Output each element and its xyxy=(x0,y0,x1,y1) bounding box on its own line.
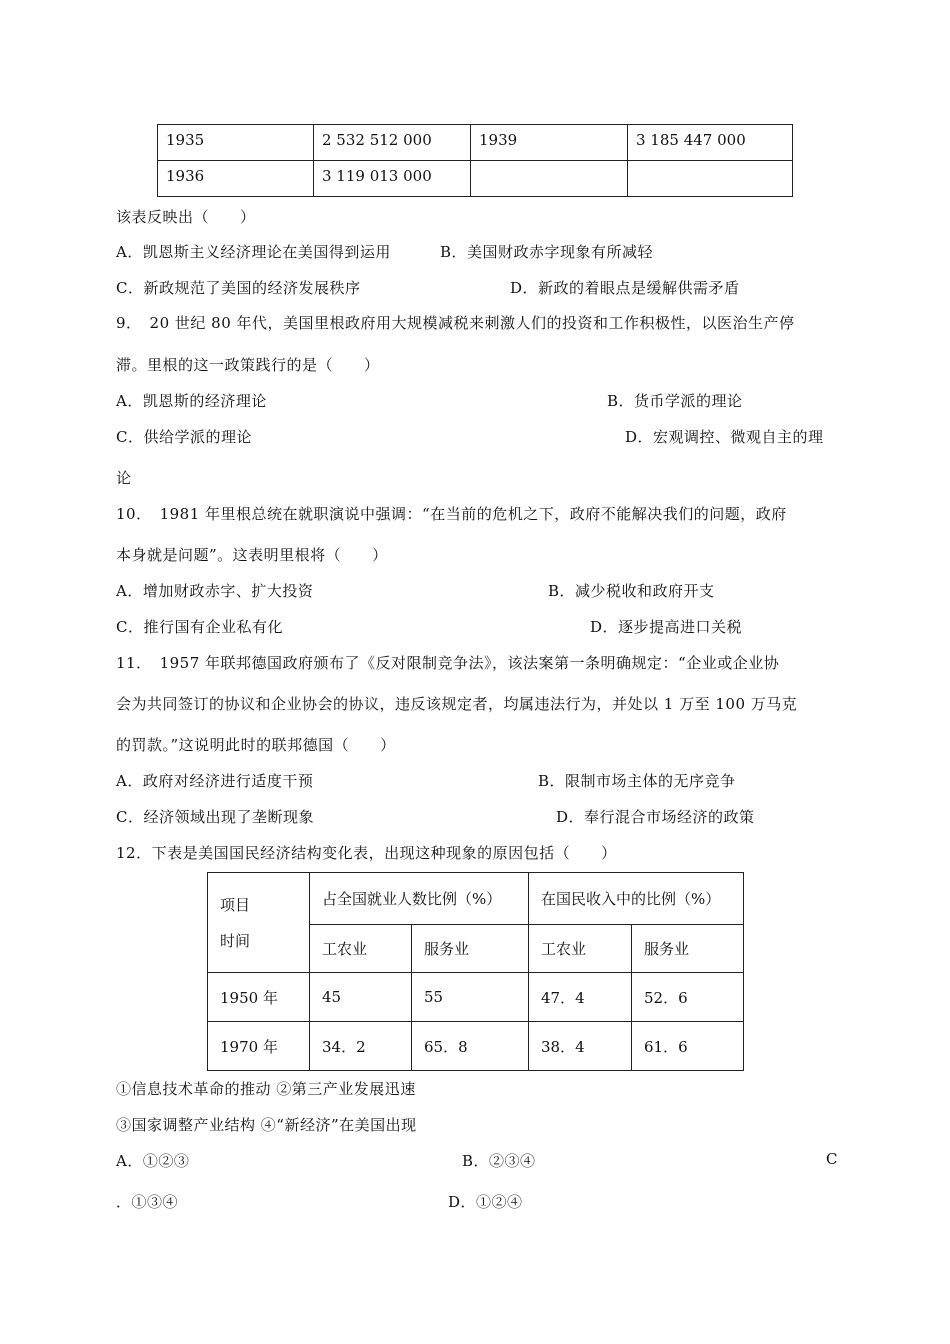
q8-option-c: C．新政规范了美国的经济发展秩序 xyxy=(116,279,361,297)
table-cell: 34．2 xyxy=(310,1022,412,1071)
q8-stem: 该表反映出（ ） xyxy=(116,208,256,226)
table-subheader: 工农业 xyxy=(310,925,412,973)
q12-option-c-letter: C xyxy=(826,1150,838,1168)
table-cell: 1936 xyxy=(158,161,314,197)
table-subheader: 服务业 xyxy=(412,925,529,973)
corner-label-item: 项目 xyxy=(220,896,251,914)
q11-stem-line3: 的罚款。”这说明此时的联邦德国（ ） xyxy=(116,736,396,754)
table-corner-header xyxy=(208,873,310,973)
q11-option-c: C．经济领域出现了垄断现象 xyxy=(116,808,314,826)
q11-stem-line2: 会为共同签订的协议和企业协会的协议，违反该规定者，均属违法行为，并处以 1 万至 100 万马克 xyxy=(116,695,798,713)
q9-stem-line1: 9． 20 世纪 80 年代，美国里根政府用大规模减税来刺激人们的投资和工作积极性，以医治生产停 xyxy=(116,314,795,332)
q12-option-c: ．①③④ xyxy=(116,1193,179,1211)
table-cell: 1939 xyxy=(471,125,628,161)
table-cell: 61．6 xyxy=(632,1022,744,1071)
q10-option-d: D．逐步提高进口关税 xyxy=(590,618,743,636)
q9-option-d: D．宏观调控、微观自主的理 xyxy=(625,428,824,446)
q12-statements-line2: ③国家调整产业结构 ④“新经济”在美国出现 xyxy=(116,1116,417,1134)
corner-label-time: 时间 xyxy=(220,932,251,950)
table-cell: 1970 年 xyxy=(208,1022,310,1071)
table-subheader: 服务业 xyxy=(632,925,744,973)
q10-option-b: B．减少税收和政府开支 xyxy=(548,582,715,600)
q10-stem-line2: 本身就是问题”。这表明里根将（ ） xyxy=(116,546,388,564)
q9-option-c: C．供给学派的理论 xyxy=(116,428,252,446)
table-cell: 52．6 xyxy=(632,973,744,1022)
table-cell: 45 xyxy=(310,973,412,1022)
q9-option-a: A．凯恩斯的经济理论 xyxy=(116,392,267,410)
table-cell: 47．4 xyxy=(529,973,632,1022)
table-cell: 38．4 xyxy=(529,1022,632,1071)
q11-option-b: B．限制市场主体的无序竞争 xyxy=(538,772,736,790)
table-cell: 3 119 013 000 xyxy=(314,161,471,197)
q8-option-d: D．新政的着眼点是缓解供需矛盾 xyxy=(510,279,740,297)
q10-option-c: C．推行国有企业私有化 xyxy=(116,618,283,636)
table-cell: 55 xyxy=(412,973,529,1022)
table-subheader: 工农业 xyxy=(529,925,632,973)
q11-option-a: A．政府对经济进行适度干预 xyxy=(116,772,314,790)
q10-option-a: A．增加财政赤字、扩大投资 xyxy=(116,582,314,600)
table-row xyxy=(158,125,793,161)
table-cell: 1935 xyxy=(158,125,314,161)
q11-stem-line1: 11． 1957 年联邦德国政府颁布了《反对限制竞争法》，该法案第一条明确规定：“企业或企业协 xyxy=(116,654,780,672)
table-cell: 3 185 447 000 xyxy=(628,125,793,161)
q9-stem-line2: 滞。里根的这一政策践行的是（ ） xyxy=(116,356,380,374)
q12-stem: 12．下表是美国国民经济结构变化表，出现这种现象的原因包括（ ） xyxy=(116,844,617,862)
revenue-table xyxy=(157,124,793,197)
q9-option-b: B．货币学派的理论 xyxy=(607,392,743,410)
table-cell xyxy=(628,161,793,197)
table-row xyxy=(158,161,793,197)
q10-stem-line1: 10． 1981 年里根总统在就职演说中强调：“在当前的危机之下，政府不能解决我们的问题，政府 xyxy=(116,505,787,523)
table-row xyxy=(208,973,744,1022)
economy-structure-table xyxy=(207,872,744,1071)
q12-option-d: D．①②④ xyxy=(448,1193,523,1211)
q8-option-a: A．凯恩斯主义经济理论在美国得到运用 xyxy=(116,243,391,261)
table-cell: 1950 年 xyxy=(208,973,310,1022)
table-cell: 2 532 512 000 xyxy=(314,125,471,161)
table-row xyxy=(208,1022,744,1071)
table-group-header: 在国民收入中的比例（%） xyxy=(529,873,744,925)
q8-option-b: B．美国财政赤字现象有所减轻 xyxy=(440,243,654,261)
q9-option-d-continued: 论 xyxy=(116,469,132,487)
q12-option-a: A．①②③ xyxy=(116,1152,190,1170)
table-header-row xyxy=(208,873,744,925)
q12-option-b: B．②③④ xyxy=(462,1152,536,1170)
table-cell xyxy=(471,161,628,197)
q11-option-d: D．奉行混合市场经济的政策 xyxy=(556,808,755,826)
q12-statements-line1: ①信息技术革命的推动 ②第三产业发展迅速 xyxy=(116,1080,416,1098)
table-group-header: 占全国就业人数比例（%） xyxy=(310,873,529,925)
table-cell: 65．8 xyxy=(412,1022,529,1071)
